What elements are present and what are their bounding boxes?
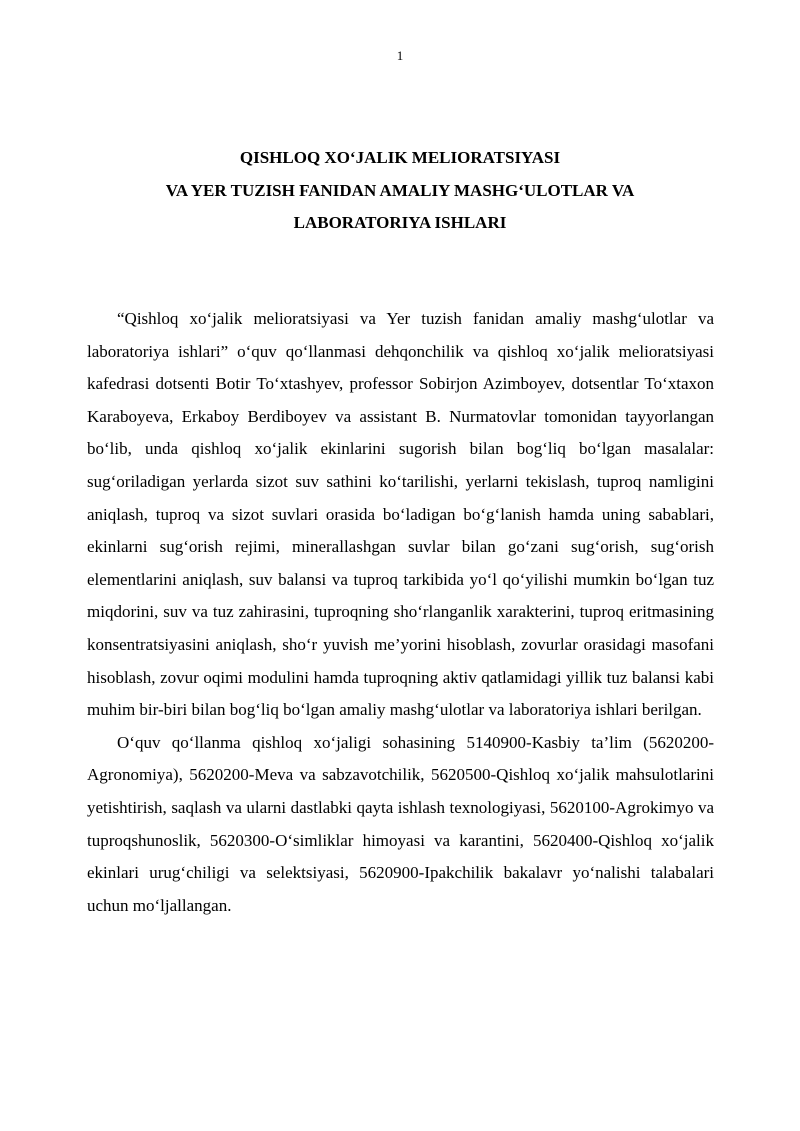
body-paragraph-2: Oʻquv qoʻllanma qishloq xoʻjaligi sohasining 5140900-Kasbiy ta’lim (5620200-Agronomiya), 5620200-Meva va sabzavotchilik, 5620500-Qishloq xoʻjalik mahsulotlarini yetishtirish, saqlash va ularni dastlabki qayta ishlash texnologiyasi, 5620100-Agrokimyo va tuproqshunoslik, 5620300-Oʻsimliklar himoyasi va karantini, 5620400-Qishloq xoʻjalik ekinlari urugʻchiligi va selektsiyasi, 5620900-Ipakchilik bakalavr yoʻnalishi talabalari uchun moʻljallangan. <box>87 732 714 915</box>
title-line-3: LABORATORIYA ISHLARI <box>293 213 507 232</box>
document-title <box>100 142 700 240</box>
page-number: 1 <box>396 48 404 63</box>
title-line-2: VA YER TUZISH FANIDAN AMALIY MASHGʻULOTLAR VA <box>165 180 635 200</box>
title-line-1: QISHLOQ XOʻJALIK MELIORATSIYASI <box>239 148 561 167</box>
document-body <box>87 303 714 922</box>
body-paragraph-1: “Qishloq xoʻjalik melioratsiyasi va Yer tuzish fanidan amaliy mashgʻulotlar va laboratoriya ishlari” oʻquv qoʻllanmasi dehqonchilik va qishloq xoʻjalik melioratsiyasi kafedrasi dotsenti Botir Toʻxtashyev, professor Sobirjon Azimboyev, dotsentlar Toʻxtaxon Karaboyeva, Erkaboy Berdiboyev va assistant B. Nurmatovlar tomonidan tayyorlangan boʻlib, unda qishloq xoʻjalik ekinlarini sugorish bilan bogʻliq boʻlgan masalalar: sugʻoriladigan yerlarda sizot suv sathini koʻtarilishi, yerlarni tekislash, tuproq namligini aniqlash, tuproq va sizot suvlari orasida boʻladigan boʻgʻlanish hamda uning sabablari, ekinlarni sugʻorish rejimi, minerallashgan suvlar bilan goʻzani sugʻorish, sugʻorish elementlarini aniqlash, suv balansi va tuproq tarkibida yoʻl qoʻyilishi mumkin boʻlgan tuz miqdorini, suv va tuz zahirasini, tuproqning shoʻrlanganlik xarakterini, tuproq eritmasining konsentratsiyasini aniqlash, shoʻr yuvish me’yorini hisoblash, zovurlar orasidagi masofani hisoblash, zovur oqimi modulini hamda tuproqning aktiv qatlamidagi yillik tuz balansi kabi muhim bir-biri bilan bogʻliq boʻlgan amaliy mashgʻulotlar va laboratoriya ishlari berilgan. <box>87 309 714 720</box>
